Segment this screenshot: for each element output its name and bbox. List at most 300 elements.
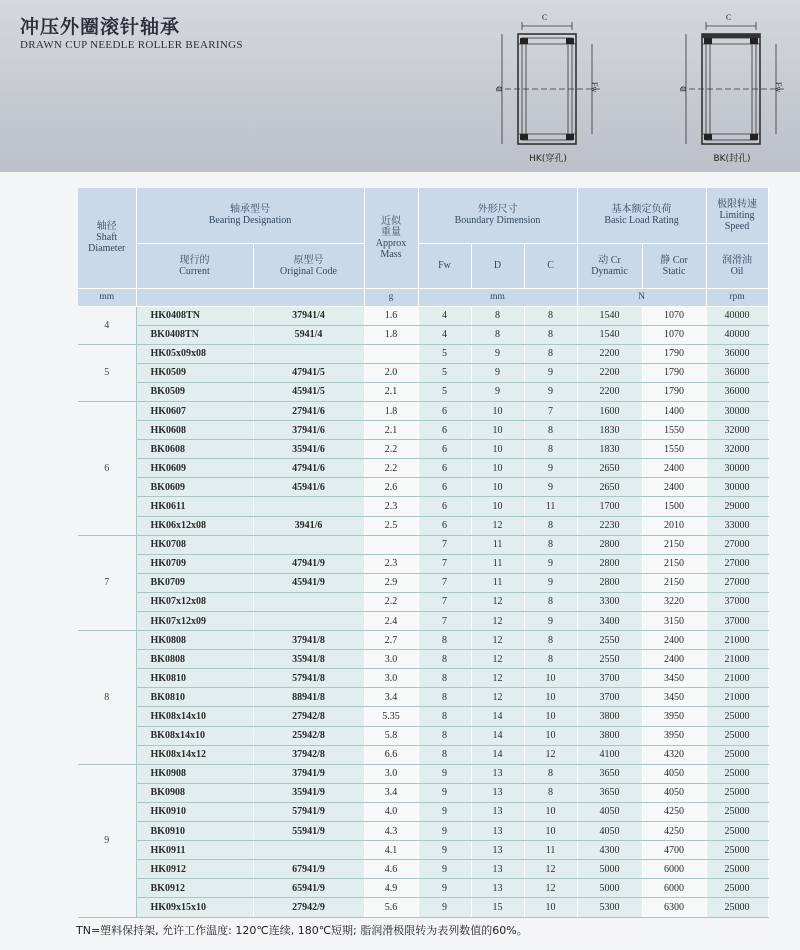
designation-cell: BK0810 — [136, 688, 253, 707]
dim-label-d: D — [679, 86, 688, 92]
table-row — [78, 306, 768, 325]
mass-cell: 2.1 — [364, 421, 418, 440]
mass-cell: 2.6 — [364, 478, 418, 497]
original-code-cell: 3941/6 — [253, 516, 364, 535]
dynamic-cell: 4300 — [577, 841, 642, 860]
table-row — [78, 822, 768, 841]
c-cell: 12 — [524, 879, 577, 898]
fw-cell: 5 — [418, 363, 471, 382]
fw-cell: 9 — [418, 860, 471, 879]
unit-n: N — [577, 288, 706, 306]
d-cell: 14 — [471, 707, 524, 726]
static-cell: 6000 — [642, 879, 706, 898]
dynamic-cell: 4100 — [577, 745, 642, 764]
original-code-cell — [253, 344, 364, 363]
page-title: 冲压外圈滚针轴承 — [20, 16, 181, 38]
oil-speed-cell: 32000 — [706, 421, 768, 440]
cor-cn: 静 Cor — [660, 254, 688, 266]
original-code-cell: 65941/9 — [253, 879, 364, 898]
original-code-cell: 45941/5 — [253, 382, 364, 401]
d-cell: 12 — [471, 612, 524, 631]
mass-cell: 5.8 — [364, 726, 418, 745]
static-cell: 2150 — [642, 554, 706, 573]
d-cell: 13 — [471, 860, 524, 879]
table-row — [78, 688, 768, 707]
col-original — [253, 243, 364, 288]
d-cell: 12 — [471, 516, 524, 535]
desig-en: Bearing Designation — [208, 215, 292, 227]
c-cell: 12 — [524, 860, 577, 879]
dynamic-cell: 5000 — [577, 879, 642, 898]
c-cell: 10 — [524, 898, 577, 917]
cr-en: Dynamic — [591, 265, 628, 277]
fw-cell: 4 — [418, 325, 471, 344]
d-cell: 9 — [471, 382, 524, 401]
fw-cell: 5 — [418, 382, 471, 401]
c-cell: 7 — [524, 401, 577, 420]
c-cell: 10 — [524, 822, 577, 841]
d-cell: 12 — [471, 650, 524, 669]
col-cr — [577, 243, 642, 288]
d-cell: 11 — [471, 535, 524, 554]
d-cell: 12 — [471, 592, 524, 611]
static-cell: 1500 — [642, 497, 706, 516]
col-mass — [364, 188, 418, 288]
d-cell: 13 — [471, 841, 524, 860]
dynamic-cell: 2200 — [577, 382, 642, 401]
shaft-en2: Diameter — [88, 243, 126, 255]
c-cell: 8 — [524, 535, 577, 554]
dim-label-c: C — [726, 13, 732, 22]
dim-label-d: D — [495, 86, 504, 92]
dynamic-cell: 3800 — [577, 726, 642, 745]
designation-cell: BK0609 — [136, 478, 253, 497]
static-cell: 3950 — [642, 707, 706, 726]
designation-cell: HK0808 — [136, 631, 253, 650]
c-cell: 10 — [524, 726, 577, 745]
table-header — [78, 188, 768, 306]
dynamic-cell: 3700 — [577, 669, 642, 688]
current-cn: 现行的 — [179, 254, 210, 266]
c-cell: 9 — [524, 363, 577, 382]
original-code-cell — [253, 592, 364, 611]
original-code-cell: 47941/5 — [253, 363, 364, 382]
designation-cell: BK0709 — [136, 573, 253, 592]
designation-cell: HK0810 — [136, 669, 253, 688]
oil-speed-cell: 21000 — [706, 688, 768, 707]
designation-cell: HK0911 — [136, 841, 253, 860]
c-cell: 10 — [524, 707, 577, 726]
dynamic-cell: 3800 — [577, 707, 642, 726]
c-cell: 10 — [524, 802, 577, 821]
oil-speed-cell: 36000 — [706, 344, 768, 363]
col-dimension — [418, 188, 577, 243]
hk-caption: HK(穿孔) — [529, 154, 567, 164]
mass-cell: 2.2 — [364, 440, 418, 459]
fw-cell: 9 — [418, 802, 471, 821]
designation-cell: HK05x09x08 — [136, 344, 253, 363]
designation-cell: BK0910 — [136, 822, 253, 841]
speed-en1: Limiting — [719, 209, 755, 221]
c-cell: 9 — [524, 478, 577, 497]
static-cell: 3150 — [642, 612, 706, 631]
hk-bearing-diagram — [488, 8, 608, 168]
fw-cell: 8 — [418, 688, 471, 707]
shaft-cell: 6 — [78, 401, 136, 535]
static-cell: 1790 — [642, 363, 706, 382]
c-cell: 9 — [524, 459, 577, 478]
oil-speed-cell: 21000 — [706, 631, 768, 650]
fw-cell: 9 — [418, 879, 471, 898]
d-cell: 11 — [471, 573, 524, 592]
col-fw: Fw — [418, 243, 471, 288]
oil-speed-cell: 25000 — [706, 802, 768, 821]
table-row — [78, 440, 768, 459]
dynamic-cell: 1700 — [577, 497, 642, 516]
mass-cell: 2.0 — [364, 363, 418, 382]
d-cell: 12 — [471, 631, 524, 650]
original-code-cell: 55941/9 — [253, 822, 364, 841]
fw-cell: 7 — [418, 592, 471, 611]
bk-bearing-diagram — [672, 8, 792, 168]
mass-cell: 3.0 — [364, 669, 418, 688]
static-cell: 4700 — [642, 841, 706, 860]
oil-speed-cell: 25000 — [706, 879, 768, 898]
original-code-cell: 37941/9 — [253, 764, 364, 783]
oil-speed-cell: 29000 — [706, 497, 768, 516]
oil-speed-cell: 21000 — [706, 669, 768, 688]
designation-cell: HK0408TN — [136, 306, 253, 325]
table-row — [78, 802, 768, 821]
table-row — [78, 325, 768, 344]
dynamic-cell: 1600 — [577, 401, 642, 420]
static-cell: 1070 — [642, 325, 706, 344]
dynamic-cell: 1540 — [577, 325, 642, 344]
d-cell: 10 — [471, 421, 524, 440]
fw-cell: 4 — [418, 306, 471, 325]
d-cell: 10 — [471, 401, 524, 420]
original-code-cell: 45941/6 — [253, 478, 364, 497]
designation-cell: HK0708 — [136, 535, 253, 554]
table-row — [78, 612, 768, 631]
cr-cn: 动 Cr — [598, 254, 621, 266]
c-cell: 8 — [524, 325, 577, 344]
mass-cn2: 重量 — [381, 226, 402, 238]
oil-speed-cell: 37000 — [706, 592, 768, 611]
d-cell: 14 — [471, 726, 524, 745]
dynamic-cell: 2650 — [577, 459, 642, 478]
c-cell: 8 — [524, 631, 577, 650]
dim-label-fw: Fw — [590, 82, 599, 93]
oil-speed-cell: 25000 — [706, 745, 768, 764]
fw-cell: 7 — [418, 535, 471, 554]
original-code-cell — [253, 497, 364, 516]
fw-cell: 6 — [418, 516, 471, 535]
fw-cell: 8 — [418, 631, 471, 650]
fw-cell: 6 — [418, 421, 471, 440]
c-cell: 8 — [524, 516, 577, 535]
original-code-cell: 37941/6 — [253, 421, 364, 440]
mass-en2: Mass — [380, 248, 402, 260]
dim-label-fw: Fw — [774, 82, 783, 93]
fw-cell: 8 — [418, 669, 471, 688]
original-code-cell — [253, 841, 364, 860]
unit-rpm: rpm — [706, 288, 768, 306]
original-code-cell — [253, 535, 364, 554]
col-shaft — [78, 188, 136, 288]
designation-cell: BK0908 — [136, 783, 253, 802]
oil-speed-cell: 27000 — [706, 554, 768, 573]
designation-cell: BK0509 — [136, 382, 253, 401]
c-cell: 9 — [524, 554, 577, 573]
designation-cell: BK0912 — [136, 879, 253, 898]
dynamic-cell: 3650 — [577, 764, 642, 783]
designation-cell: BK0808 — [136, 650, 253, 669]
d-cell: 14 — [471, 745, 524, 764]
mass-cell: 3.4 — [364, 783, 418, 802]
original-code-cell: 47941/9 — [253, 554, 364, 573]
static-cell: 2150 — [642, 573, 706, 592]
d-cell: 10 — [471, 497, 524, 516]
fw-cell: 7 — [418, 554, 471, 573]
designation-cell: HK07x12x08 — [136, 592, 253, 611]
col-cor — [642, 243, 706, 288]
c-cell: 8 — [524, 764, 577, 783]
fw-cell: 5 — [418, 344, 471, 363]
d-cell: 13 — [471, 879, 524, 898]
original-code-cell: 35941/6 — [253, 440, 364, 459]
dynamic-cell: 3700 — [577, 688, 642, 707]
dim-label-c: C — [542, 13, 548, 22]
mass-cell: 4.3 — [364, 822, 418, 841]
c-cell: 11 — [524, 841, 577, 860]
designation-cell: HK0611 — [136, 497, 253, 516]
static-cell: 3450 — [642, 669, 706, 688]
load-en: Basic Load Rating — [604, 215, 679, 227]
c-cell: 10 — [524, 669, 577, 688]
original-code-cell — [253, 612, 364, 631]
designation-cell: BK0608 — [136, 440, 253, 459]
static-cell: 3450 — [642, 688, 706, 707]
orig-en: Original Code — [280, 265, 337, 277]
original-code-cell: 45941/9 — [253, 573, 364, 592]
unit-mm-dim: mm — [418, 288, 577, 306]
d-cell: 13 — [471, 822, 524, 841]
oil-speed-cell: 21000 — [706, 650, 768, 669]
static-cell: 6300 — [642, 898, 706, 917]
designation-cell: HK0608 — [136, 421, 253, 440]
shaft-en1: Shaft — [96, 232, 118, 244]
oil-speed-cell: 36000 — [706, 382, 768, 401]
fw-cell: 9 — [418, 898, 471, 917]
shaft-cell: 7 — [78, 535, 136, 630]
oil-speed-cell: 27000 — [706, 573, 768, 592]
oil-speed-cell: 40000 — [706, 325, 768, 344]
mass-cell: 2.9 — [364, 573, 418, 592]
designation-cell: HK08x14x12 — [136, 745, 253, 764]
table-row — [78, 631, 768, 650]
original-code-cell: 67941/9 — [253, 860, 364, 879]
dynamic-cell: 2800 — [577, 573, 642, 592]
c-cell: 8 — [524, 783, 577, 802]
c-cell: 8 — [524, 440, 577, 459]
dynamic-cell: 2200 — [577, 363, 642, 382]
d-cell: 10 — [471, 478, 524, 497]
d-cell: 15 — [471, 898, 524, 917]
d-cell: 12 — [471, 688, 524, 707]
table-row — [78, 363, 768, 382]
fw-cell: 6 — [418, 497, 471, 516]
oil-speed-cell: 25000 — [706, 860, 768, 879]
static-cell: 2150 — [642, 535, 706, 554]
speed-en2: Speed — [724, 220, 750, 232]
c-cell: 8 — [524, 421, 577, 440]
dynamic-cell: 5000 — [577, 860, 642, 879]
dynamic-cell: 2230 — [577, 516, 642, 535]
dynamic-cell: 3300 — [577, 592, 642, 611]
speed-cn: 极限转速 — [717, 198, 758, 210]
table-row — [78, 726, 768, 745]
d-cell: 13 — [471, 783, 524, 802]
static-cell: 1790 — [642, 344, 706, 363]
oil-speed-cell: 25000 — [706, 707, 768, 726]
fw-cell: 8 — [418, 745, 471, 764]
table-row — [78, 554, 768, 573]
load-cn: 基本额定负荷 — [611, 204, 672, 216]
original-code-cell: 27941/6 — [253, 401, 364, 420]
page-header — [0, 0, 800, 172]
designation-cell: HK0908 — [136, 764, 253, 783]
c-cell: 8 — [524, 306, 577, 325]
oil-speed-cell: 40000 — [706, 306, 768, 325]
dynamic-cell: 1830 — [577, 440, 642, 459]
bearing-table — [78, 188, 769, 918]
mass-cell: 2.3 — [364, 497, 418, 516]
mass-cell: 3.4 — [364, 688, 418, 707]
mass-cell — [364, 344, 418, 363]
table-row — [78, 516, 768, 535]
fw-cell: 6 — [418, 478, 471, 497]
c-cell: 8 — [524, 650, 577, 669]
dynamic-cell: 2800 — [577, 554, 642, 573]
mass-cell: 1.8 — [364, 325, 418, 344]
oil-speed-cell: 25000 — [706, 822, 768, 841]
static-cell: 1550 — [642, 421, 706, 440]
original-code-cell: 37942/8 — [253, 745, 364, 764]
table-row — [78, 459, 768, 478]
dynamic-cell: 4050 — [577, 802, 642, 821]
table-row — [78, 707, 768, 726]
designation-cell: HK09x15x10 — [136, 898, 253, 917]
mass-en1: Approx — [375, 237, 407, 249]
mass-cell: 3.0 — [364, 650, 418, 669]
c-cell: 8 — [524, 344, 577, 363]
oil-speed-cell: 30000 — [706, 401, 768, 420]
original-code-cell: 57941/8 — [253, 669, 364, 688]
table-row — [78, 401, 768, 420]
static-cell: 2400 — [642, 459, 706, 478]
static-cell: 4320 — [642, 745, 706, 764]
col-load — [577, 188, 706, 243]
unit-blank — [136, 288, 364, 306]
dynamic-cell: 3650 — [577, 783, 642, 802]
fw-cell: 6 — [418, 401, 471, 420]
dynamic-cell: 5300 — [577, 898, 642, 917]
table-body — [78, 306, 768, 917]
dynamic-cell: 2550 — [577, 631, 642, 650]
fw-cell: 8 — [418, 726, 471, 745]
dynamic-cell: 1540 — [577, 306, 642, 325]
shaft-cn: 轴径 — [96, 221, 117, 233]
current-en: Current — [179, 265, 210, 277]
unit-g: g — [364, 288, 418, 306]
c-cell: 8 — [524, 592, 577, 611]
static-cell: 2400 — [642, 631, 706, 650]
oil-speed-cell: 25000 — [706, 764, 768, 783]
fw-cell: 9 — [418, 841, 471, 860]
static-cell: 4250 — [642, 802, 706, 821]
original-code-cell: 35941/9 — [253, 783, 364, 802]
static-cell: 2010 — [642, 516, 706, 535]
c-cell: 9 — [524, 382, 577, 401]
static-cell: 1550 — [642, 440, 706, 459]
c-cell: 12 — [524, 745, 577, 764]
mass-cell: 2.4 — [364, 612, 418, 631]
page-subtitle: DRAWN CUP NEEDLE ROLLER BEARINGS — [20, 39, 243, 51]
table-row — [78, 382, 768, 401]
shaft-cell: 4 — [78, 306, 136, 344]
static-cell: 4250 — [642, 822, 706, 841]
static-cell: 1400 — [642, 401, 706, 420]
table-row — [78, 592, 768, 611]
original-code-cell: 27942/8 — [253, 707, 364, 726]
table-row — [78, 573, 768, 592]
table-row — [78, 783, 768, 802]
bk-drawing — [672, 8, 792, 168]
static-cell: 6000 — [642, 860, 706, 879]
unit-mm: mm — [78, 288, 136, 306]
mass-cell: 4.9 — [364, 879, 418, 898]
shaft-cell: 8 — [78, 631, 136, 765]
oil-cn: 润滑油 — [722, 254, 753, 266]
original-code-cell: 37941/8 — [253, 631, 364, 650]
fw-cell: 7 — [418, 573, 471, 592]
mass-cell: 4.1 — [364, 841, 418, 860]
mass-cell: 1.6 — [364, 306, 418, 325]
static-cell: 3220 — [642, 592, 706, 611]
d-cell: 9 — [471, 344, 524, 363]
designation-cell: BK08x14x10 — [136, 726, 253, 745]
designation-cell: HK06x12x08 — [136, 516, 253, 535]
static-cell: 2400 — [642, 478, 706, 497]
mass-cell: 3.0 — [364, 764, 418, 783]
designation-cell: HK0910 — [136, 802, 253, 821]
fw-cell: 8 — [418, 707, 471, 726]
d-cell: 10 — [471, 459, 524, 478]
original-code-cell: 25942/8 — [253, 726, 364, 745]
col-c: C — [524, 243, 577, 288]
oil-speed-cell: 33000 — [706, 516, 768, 535]
col-designation — [136, 188, 364, 243]
col-current — [136, 243, 253, 288]
original-code-cell: 37941/4 — [253, 306, 364, 325]
mass-cell: 4.0 — [364, 802, 418, 821]
dynamic-cell: 1830 — [577, 421, 642, 440]
table-row — [78, 535, 768, 554]
designation-cell: HK0607 — [136, 401, 253, 420]
table-row — [78, 497, 768, 516]
mass-cell: 5.6 — [364, 898, 418, 917]
